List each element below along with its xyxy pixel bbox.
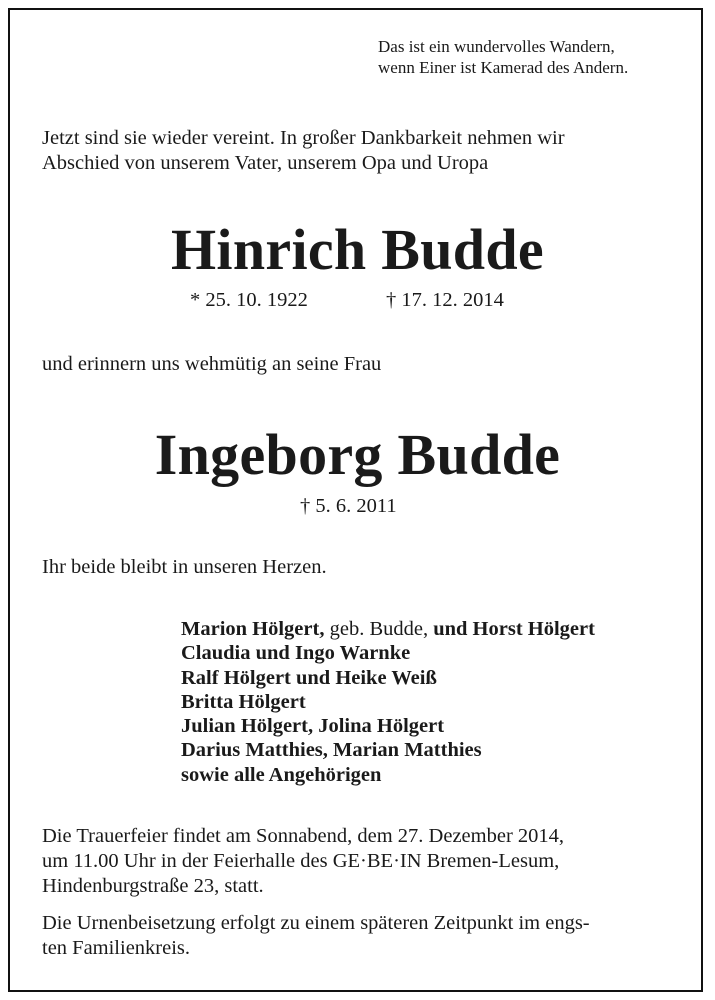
motto-line: Das ist ein wundervolles Wandern, bbox=[378, 37, 615, 56]
relative-line: Britta Hölgert bbox=[181, 690, 306, 713]
relative-line: Marion Hölgert, geb. Budde, und Horst Hölgert bbox=[181, 618, 595, 640]
relative-line: Claudia und Ingo Warnke bbox=[181, 642, 411, 665]
relatives-list bbox=[181, 617, 681, 787]
ceremony-line: Hindenburgstraße 23, statt. bbox=[42, 875, 264, 897]
relative-line: Darius Matthies, Marian Matthies bbox=[181, 739, 482, 762]
burial-line: ten Familienkreis. bbox=[42, 937, 191, 959]
intro-text bbox=[42, 126, 682, 176]
ceremony-line: um 11.00 Uhr in der Feierhalle des GE·BE·IN Bremen-Lesum, bbox=[42, 850, 560, 872]
intro-line: Jetzt sind sie wieder vereint. In großer Dankbarkeit nehmen wir bbox=[42, 127, 565, 149]
death-date-ingeborg: † 5. 6. 2011 bbox=[300, 495, 397, 517]
ceremony-line: Die Trauerfeier findet am Sonnabend, dem 27. Dezember 2014, bbox=[42, 825, 565, 847]
hearts-text: Ihr beide bleibt in unseren Herzen. bbox=[42, 556, 327, 578]
death-date: † 17. 12. 2014 bbox=[386, 289, 504, 311]
burial-text bbox=[42, 911, 682, 961]
relative-line: sowie alle Angehörigen bbox=[181, 763, 382, 786]
motto-line: wenn Einer ist Kamerad des Andern. bbox=[378, 58, 629, 77]
motto bbox=[378, 36, 698, 78]
relative-line: Julian Hölgert, Jolina Hölgert bbox=[181, 715, 445, 738]
intro-line: Abschied von unserem Vater, unserem Opa und Uropa bbox=[42, 152, 489, 174]
deceased-name-hinrich: Hinrich Budde bbox=[171, 217, 544, 282]
ceremony-text bbox=[42, 824, 682, 899]
deceased-name-ingeborg: Ingeborg Budde bbox=[154, 422, 561, 487]
relative-line: Ralf Hölgert und Heike Weiß bbox=[181, 666, 437, 689]
burial-line: Die Urnenbeisetzung erfolgt zu einem späteren Zeitpunkt im engs- bbox=[42, 912, 590, 934]
remember-text: und erinnern uns wehmütig an seine Frau bbox=[42, 353, 382, 375]
birth-date: * 25. 10. 1922 bbox=[190, 289, 308, 311]
